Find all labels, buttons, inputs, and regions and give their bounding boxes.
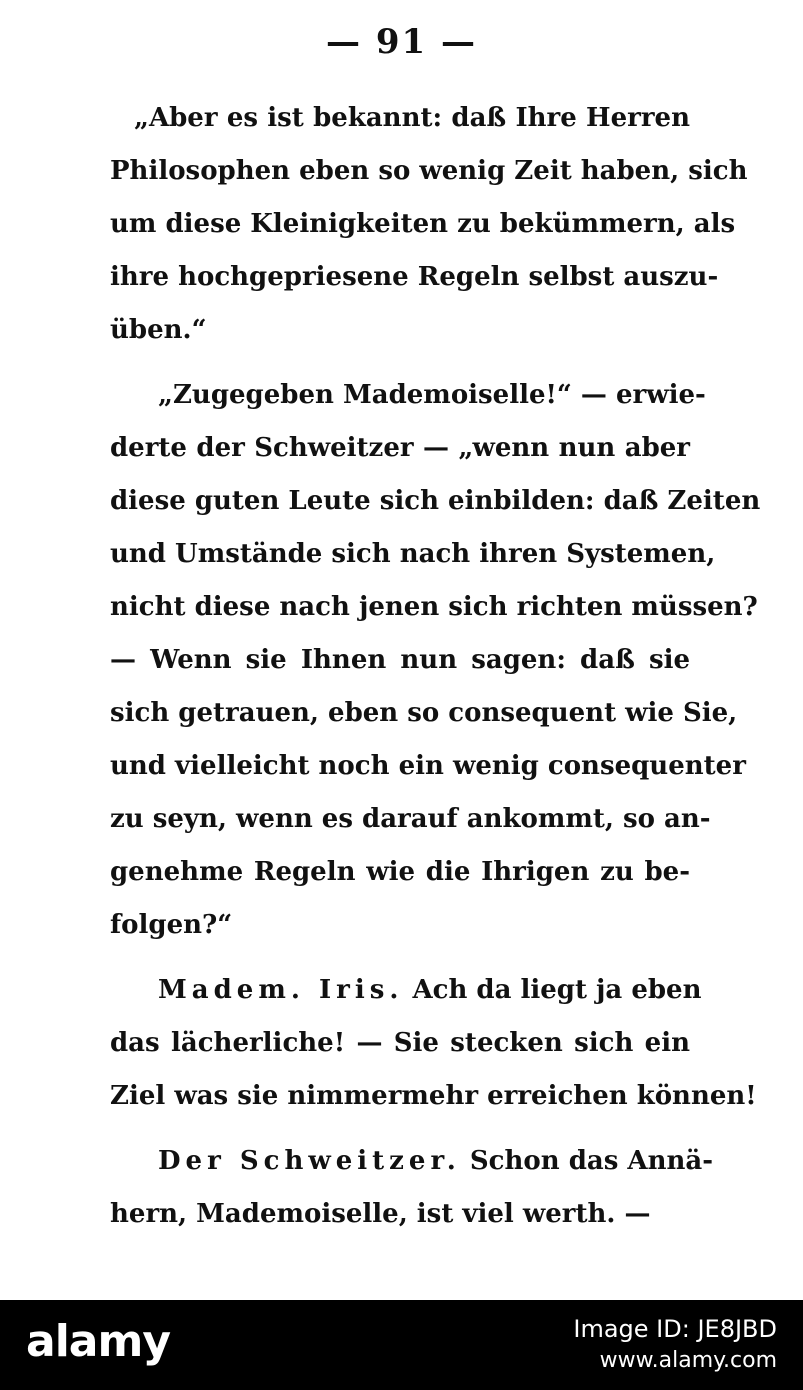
- dialogue-text: Schon das Annä-: [469, 1146, 714, 1176]
- watermark-banner: [0, 1300, 803, 1390]
- text-line: derte der Schweitzer — „wenn nun aber: [110, 433, 690, 463]
- text-line: um diese Kleinigkeiten zu bekümmern, als: [110, 209, 736, 239]
- page-number: — 91 —: [326, 22, 477, 62]
- text-line: Ziel was sie nimmermehr erreichen können!: [110, 1081, 757, 1111]
- dialogue-line-iris: [110, 964, 702, 1017]
- text-line: Philosophen eben so wenig Zeit haben, sich: [110, 156, 748, 186]
- text-line: sich getrauen, eben so consequent wie Sie,: [110, 698, 738, 728]
- text-line: ihre hochgepriesene Regeln selbst auszu-: [110, 262, 719, 292]
- text-line: genehme Regeln wie die Ihrigen zu be-: [110, 857, 690, 887]
- text-line: und vielleicht noch ein wenig consequenter: [110, 751, 746, 781]
- text-line: „Aber es ist bekannt: daß Ihre Herren: [134, 103, 690, 133]
- text-line: „Zugegeben Mademoiselle!“ — erwie-: [158, 380, 706, 410]
- text-line: — Wenn sie Ihnen nun sagen: daß sie: [110, 645, 690, 675]
- text-line: zu seyn, wenn es darauf ankommt, so an-: [110, 804, 711, 834]
- site-url: www.alamy.com: [599, 1348, 777, 1373]
- speaker-name-schweitzer: Der Schweitzer.: [158, 1146, 461, 1176]
- image-info: [573, 1312, 777, 1376]
- text-line: hern, Mademoiselle, ist viel werth. —: [110, 1199, 651, 1229]
- brand-logo: alamy: [26, 1316, 170, 1367]
- dialogue-line-schweitzer: [110, 1135, 714, 1188]
- text-line: und Umstände sich nach ihren Systemen,: [110, 539, 716, 569]
- text-line: üben.“: [110, 315, 207, 345]
- text-line: diese guten Leute sich einbilden: daß Zeiten: [110, 486, 761, 516]
- text-line: nicht diese nach jenen sich richten müssen?: [110, 592, 758, 622]
- text-line: das lächerliche! — Sie stecken sich ein: [110, 1028, 690, 1058]
- dialogue-text: Ach da liegt ja eben: [412, 975, 702, 1005]
- body-text: [110, 92, 761, 1241]
- speaker-name-iris: Madem. Iris.: [158, 975, 404, 1005]
- text-line: folgen?“: [110, 910, 233, 940]
- image-id: Image ID: JE8JBD: [573, 1315, 777, 1343]
